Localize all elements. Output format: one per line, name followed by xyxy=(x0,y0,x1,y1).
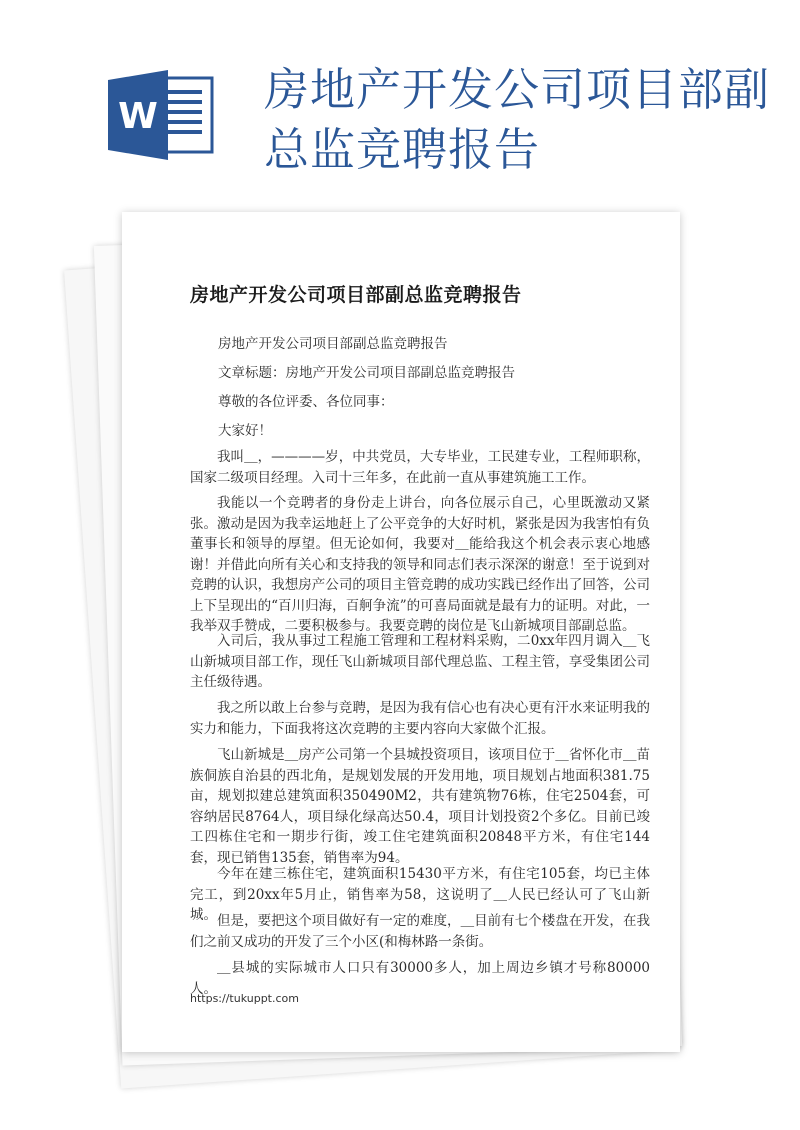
doc-paragraph: 但是，要把这个项目做好有一定的难度，＿目前有七个楼盘在开发，在我们之前又成功的开发了三个小区(和梅林路一条街。 xyxy=(190,913,650,950)
doc-line: 尊敬的各位评委、各位同事： xyxy=(218,394,394,410)
doc-line: 房地产开发公司项目部副总监竞聘报告 xyxy=(218,336,448,352)
doc-paragraph: 飞山新城是＿房产公司第一个县城投资项目，该项目位于＿省怀化市＿苗族侗族自治县的西北角，是规划发展的开发用地，项目规划占地面积381.75亩，规划拟建总建筑面积350490M2，共有建筑物76栋，住宅2504套，可容纳居民8764人，项目绿化绿高达50.4，项目计划投资2个多亿。目前已竣工四栋住宅和一期步行街，竣工住宅建筑面积20848平方米，有住宅144套，现已销售135套，销售率为94。 xyxy=(190,747,650,866)
doc-line: 文章标题：房地产开发公司项目部副总监竞聘报告 xyxy=(218,365,515,381)
doc-paragraph: ＿县城的实际城市人口只有30000多人，加上周边乡镇才号称80000人。 xyxy=(190,960,650,997)
doc-paragraph: 我叫＿，————岁，中共党员，大专毕业，工民建专业，工程师职称，国家二级项目经理。入司十三年多，在此前一直从事建筑施工工作。 xyxy=(190,449,650,486)
word-icon-letter: W xyxy=(118,96,158,137)
word-document-icon xyxy=(108,70,216,160)
doc-paragraph: 我能以一个竞聘者的身份走上讲台，向各位展示自己，心里既激动又紧张。激动是因为我幸运地赶上了公平竞争的大好时机，紧张是因为我害怕有负董事长和领导的厚望。但无论如何，我要对＿能给我这个机会表示衷心地感谢！并借此向所有关心和支持我的领导和同志们表示深深的谢意！至于说到对竞聘的认识，我想房产公司的项目主管竞聘的成功实践已经作出了回答，公司上下呈现出的“百川归海，百舸争流”的可喜局面就是最有力的证明。对此，一我举双手赞成，二要积极参与。我要竞聘的岗位是飞山新城项目部副总监。 xyxy=(190,495,650,634)
doc-paragraph: 今年在建三栋住宅，建筑面积15430平方米，有住宅105套，均已主体完工，到20xx年5月止，销售率为58，这说明了＿人民已经认可了飞山新城。 xyxy=(190,866,650,923)
footer-url: https://tukuppt.com xyxy=(190,992,299,1005)
page-title: 房地产开发公司项目部副总监竞聘报告 xyxy=(264,63,771,176)
doc-line: 大家好！ xyxy=(218,423,272,439)
doc-paragraph: 我之所以敢上台参与竞聘，是因为我有信心也有决心更有汗水来证明我的实力和能力，下面我将这次竞聘的主要内容向大家做个汇报。 xyxy=(190,700,650,737)
document-title: 房地产开发公司项目部副总监竞聘报告 xyxy=(190,284,522,306)
doc-paragraph: 入司后，我从事过工程施工管理和工程材料采购，二0xx年四月调入＿飞山新城项目部工作，现任飞山新城项目部代理总监、工程主管，享受集团公司主任级待遇。 xyxy=(190,633,650,690)
